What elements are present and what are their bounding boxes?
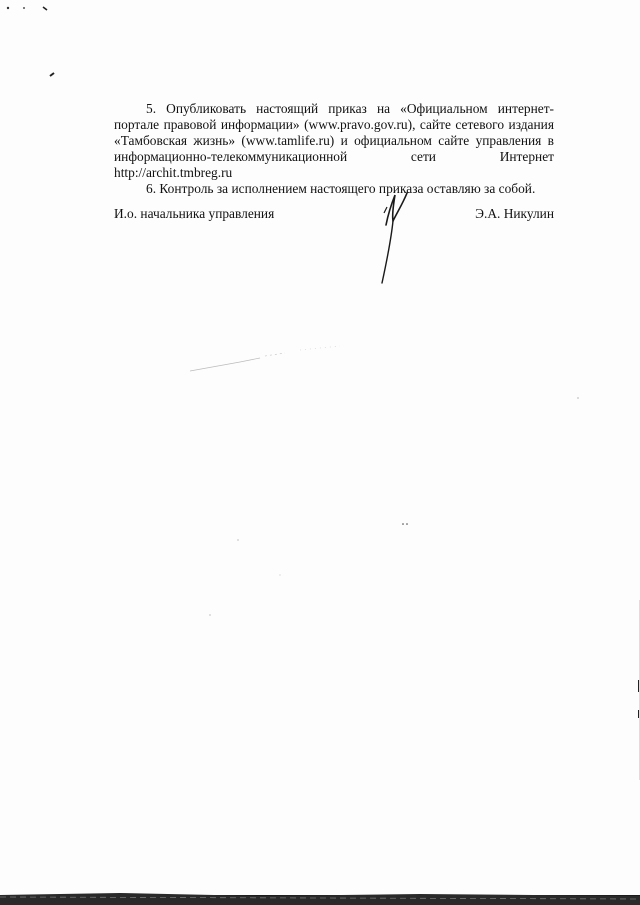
scan-bottom-edge (0, 891, 640, 905)
handwritten-signature (360, 185, 420, 295)
scan-right-edge (636, 600, 640, 780)
signer-position: И.о. начальника управления (114, 206, 275, 221)
paragraph-5: 5. Опубликовать настоящий приказ на «Официальном интернет-портале правовой информации» (www.pravo.gov.ru), сайте сетевого издания «Тамбовская жизнь» (www.tamlife.ru) и официальном сайте управления в информационно-телекоммуникационной сети Интернет http://archit.tmbreg.ru (114, 101, 554, 180)
signer-name: Э.А. Никулин (475, 206, 554, 221)
paragraph-6: 6. Контроль за исполнением настоящего приказа оставляю за собой. (146, 181, 536, 196)
order-body (114, 101, 554, 197)
